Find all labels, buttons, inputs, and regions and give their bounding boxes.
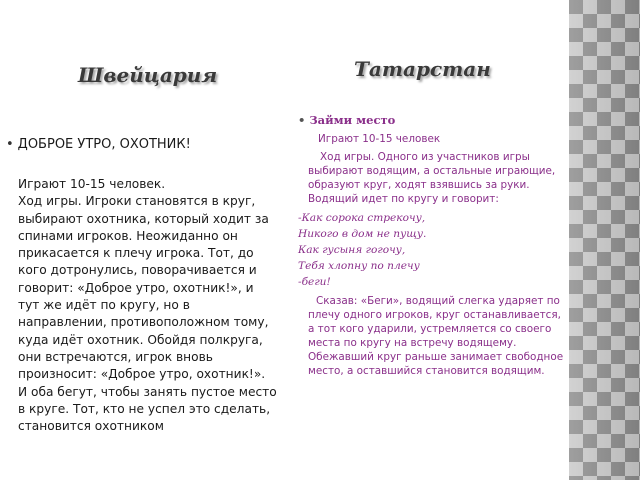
verse-line: -Как сорока стрекочу, — [298, 212, 426, 224]
game-rules-tatarstan: Ход игры. Одного из участников игры выбирают водящим, а остальные играющие, образуют круг, ходят взявшись за руки. Водящий идет по кругу и говорит: — [308, 151, 556, 205]
game-name-good-morning-hunter: • ДОБРОЕ УТРО, ОХОТНИК! — [6, 136, 278, 154]
verse-line: -беги! — [298, 276, 331, 288]
verse-line: Никого в дом не пущу. — [298, 228, 427, 240]
switzerland-game-block — [6, 136, 278, 435]
title-tatarstan: Татарстан — [354, 57, 491, 81]
tatarstan-game-block — [298, 112, 564, 378]
game-description-switzerland: Играют 10-15 человек. Ход игры. Игроки становятся в круг, выбирают охотника, который ходит за спинами игроков. Неожиданно он прикасается к плечу игрока. Тот, до кого дотронулись, поворачивается и говорит: «Доброе утро, охотник!», и тут же идёт по кругу, но в направлении, противоположном тому, куда идёт охотник. Обойдя полкруга, они встречаются, игрок вновь произносит: «Доброе утро, охотник!». И оба бегут, чтобы занять пустое место в круге. Тот, кто не успел это сделать, становится охотником — [18, 177, 277, 434]
verse-line: Как гусыня гогочу, — [298, 244, 406, 256]
checkered-decoration-strip — [569, 0, 640, 480]
game-ending-tatarstan: Сказав: «Беги», водящий слегка ударяет по плечу одного игроков, круг останавливается, а тот кого ударили, устремляется со своего места по кругу на встречу водящему. Обежавший круг раньше занимает свободное место, а оставшийся становится водящим. — [308, 295, 564, 377]
verse-line: Тебя хлопну по плечу — [298, 260, 420, 272]
game-name-take-place: • Займи место — [298, 112, 564, 128]
title-switzerland: Швейцария — [78, 63, 218, 87]
players-count: Играют 10-15 человек — [318, 133, 441, 145]
